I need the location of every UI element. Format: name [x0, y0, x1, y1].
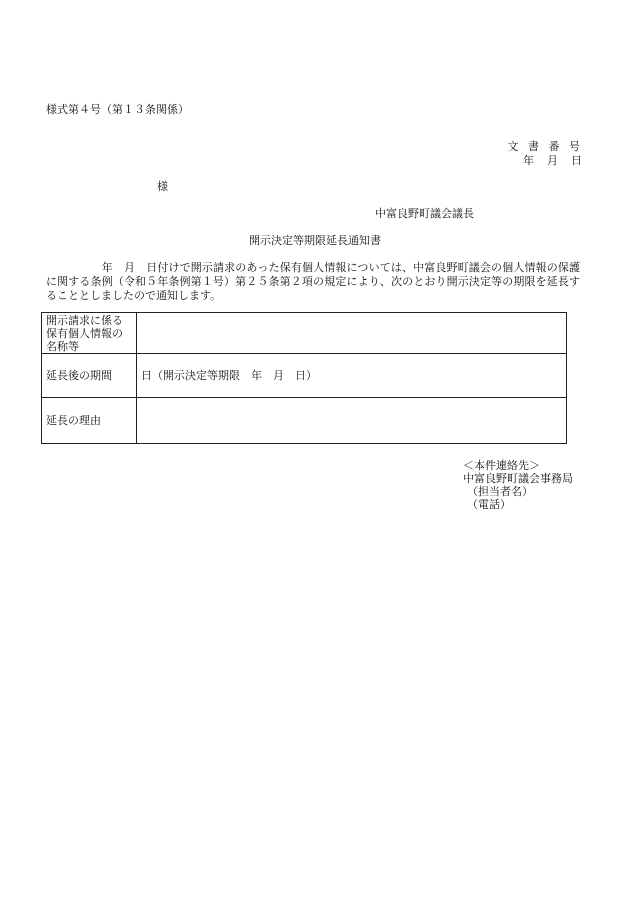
- sender-name: 中富良野町議会議長: [375, 207, 474, 220]
- recipient-honorific: 様: [157, 180, 168, 193]
- table-row-extension-reason: [42, 398, 567, 444]
- record-name-label: 開示請求に係る保有個人情報の名称等: [42, 313, 137, 354]
- contact-header: ＜本件連絡先＞: [463, 459, 540, 472]
- body-paragraph: 年 月 日付けで開示請求のあった保有個人情報については、中富良野町議会の個人情報の保護に関する条例（令和５年条例第１号）第２５条第２項の規定により、次のとおり開示決定等の期限を延長することとしましたので通知します。: [46, 261, 580, 302]
- record-name-value: [137, 313, 567, 354]
- table-row-extended-period: [42, 354, 567, 398]
- document-date-label: 年 月 日: [523, 154, 583, 167]
- information-table: [41, 312, 567, 444]
- contact-phone: （電話）: [467, 498, 511, 511]
- contact-block: [463, 459, 573, 511]
- contact-office: 中富良野町議会事務局: [463, 472, 573, 485]
- table-row-record-name: [42, 313, 567, 354]
- extension-reason-label: 延長の理由: [42, 398, 137, 444]
- document-number-label: 文 書 番 号: [507, 140, 583, 153]
- extended-period-label: 延長後の期間: [42, 354, 137, 398]
- extended-period-value: 日（開示決定等期限 年 月 日）: [137, 354, 567, 398]
- form-label: 様式第４号（第１３条関係）: [46, 103, 189, 116]
- contact-person: （担当者名）: [467, 485, 533, 498]
- document-title: 開示決定等期限延長通知書: [249, 234, 381, 247]
- extension-reason-value: [137, 398, 567, 444]
